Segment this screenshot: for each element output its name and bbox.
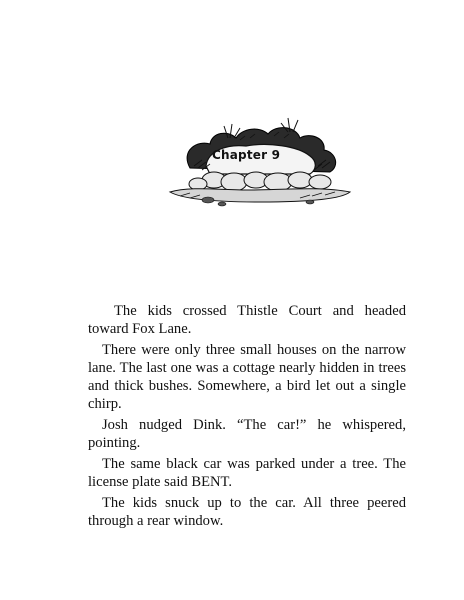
chapter-heading: Chapter 9 — [212, 148, 281, 162]
paragraph: The kids crossed Thistle Court and headed toward Fox Lane. — [88, 303, 406, 337]
paragraph: There were only three small houses on the narrow lane. The last one was a cottage nearly hidden in trees and thick bushes. Somewhere, a bird let out a single chirp. — [88, 342, 406, 412]
body-text — [88, 302, 406, 533]
paragraph: The kids snuck up to the car. All three peered through a rear window. — [88, 495, 406, 529]
rocky-island-illustration-icon — [150, 110, 365, 215]
paragraph: The same black car was parked under a tree. The license plate said BENT. — [88, 456, 406, 490]
paragraph: Josh nudged Dink. “The car!” he whispered, pointing. — [88, 417, 406, 451]
